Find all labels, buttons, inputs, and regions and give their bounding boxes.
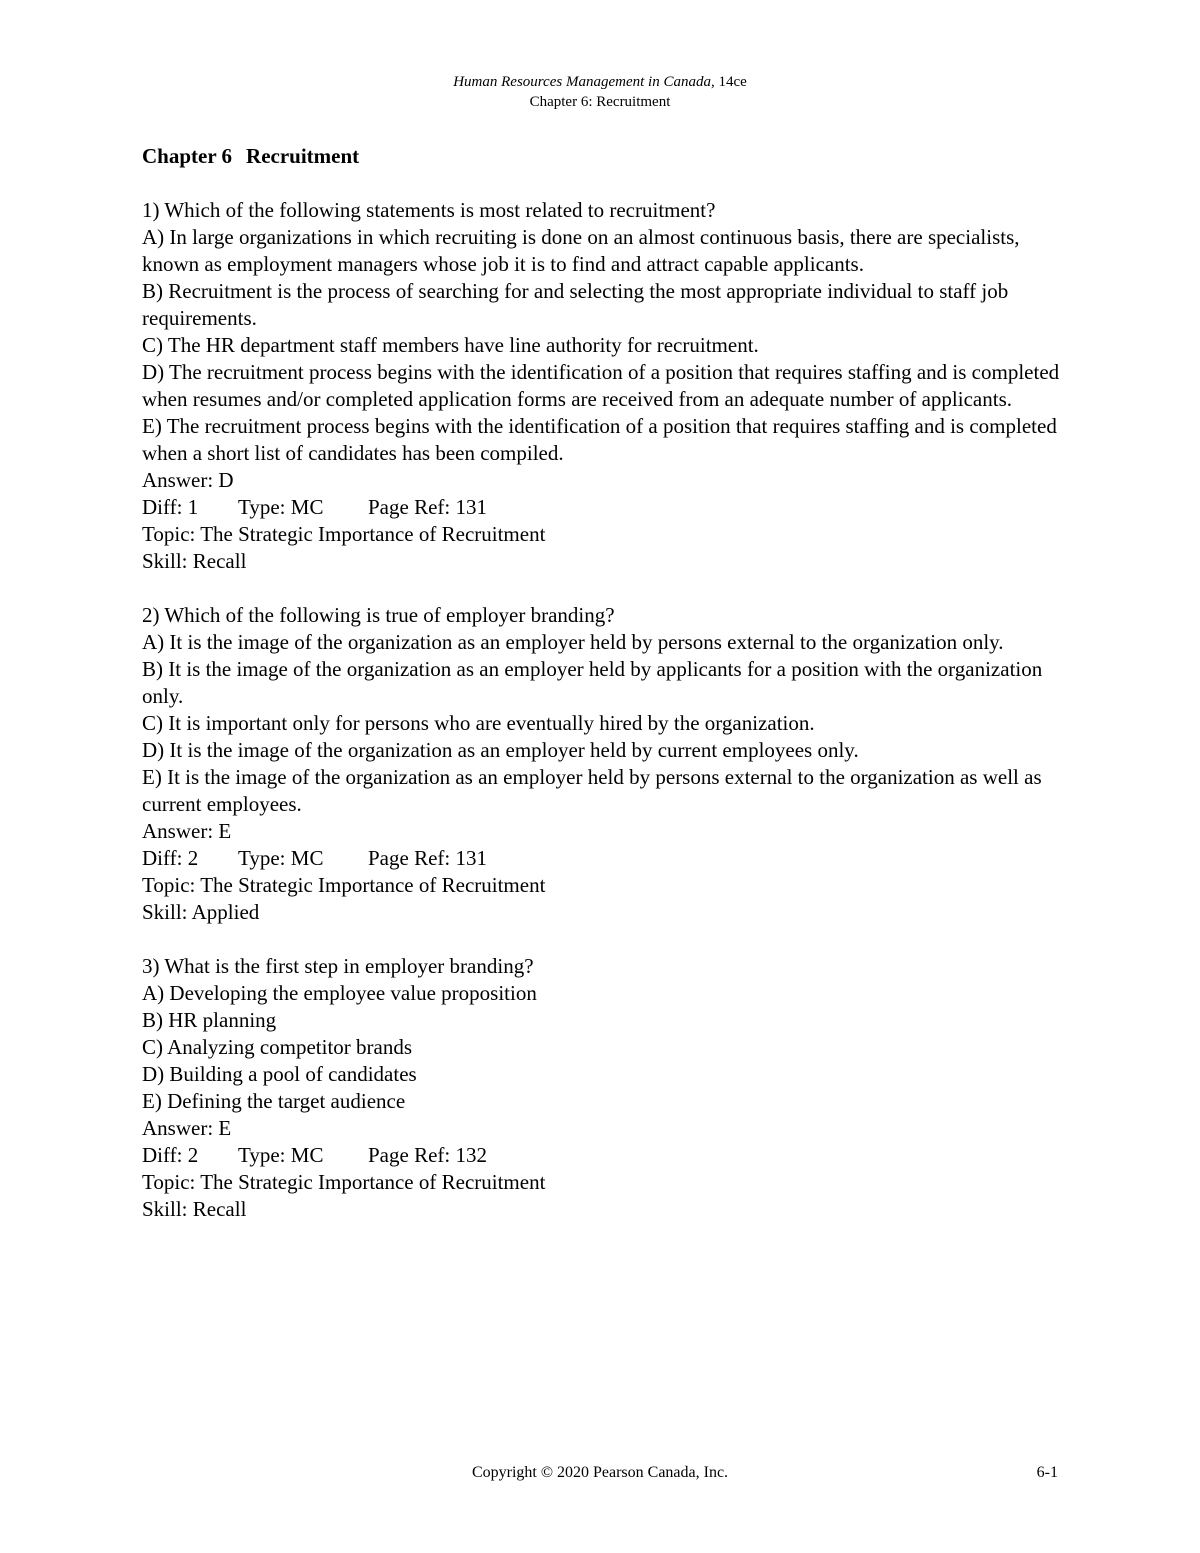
header-chapter-line: Chapter 6: Recruitment bbox=[529, 94, 671, 110]
question-3 bbox=[142, 953, 1072, 1223]
option-a: A) It is the image of the organization as an employer held by persons external to the organization only. bbox=[142, 630, 1004, 654]
answer: Answer: E bbox=[142, 1116, 232, 1140]
option-a: A) In large organizations in which recruiting is done on an almost continuous basis, there are specialists, known as employment managers whose job it is to find and attract capable applicants. bbox=[142, 225, 1020, 276]
option-d: D) It is the image of the organization as an employer held by current employees only. bbox=[142, 738, 859, 762]
question-meta bbox=[142, 845, 1072, 872]
question-type: Type: MC bbox=[238, 1143, 324, 1167]
option-a: A) Developing the employee value proposition bbox=[142, 981, 537, 1005]
chapter-title: Recruitment bbox=[246, 144, 360, 168]
skill: Skill: Recall bbox=[142, 549, 247, 573]
option-e: E) The recruitment process begins with the identification of a position that requires staffing and is completed when a short list of candidates has been compiled. bbox=[142, 414, 1057, 465]
option-b: B) Recruitment is the process of searching for and selecting the most appropriate individual to staff job requirements. bbox=[142, 279, 1009, 330]
question-stem: 3) What is the first step in employer branding? bbox=[142, 954, 534, 978]
option-b: B) HR planning bbox=[142, 1008, 277, 1032]
question-stem: 2) Which of the following is true of employer branding? bbox=[142, 603, 615, 627]
option-e: E) Defining the target audience bbox=[142, 1089, 406, 1113]
question-meta bbox=[142, 1142, 1072, 1169]
difficulty: Diff: 2 bbox=[142, 846, 199, 870]
question-2 bbox=[142, 602, 1072, 926]
option-c: C) Analyzing competitor brands bbox=[142, 1035, 413, 1059]
chapter-heading bbox=[142, 143, 1072, 170]
option-c: C) The HR department staff members have line authority for recruitment. bbox=[142, 333, 759, 357]
header-book-title: Human Resources Management in Canada, bbox=[453, 74, 715, 90]
answer: Answer: D bbox=[142, 468, 234, 492]
question-1 bbox=[142, 197, 1072, 575]
chapter-number: Chapter 6 bbox=[142, 144, 233, 168]
question-type: Type: MC bbox=[238, 495, 324, 519]
page-ref: Page Ref: 131 bbox=[368, 846, 487, 870]
page-number: 6-1 bbox=[1036, 1464, 1058, 1481]
answer: Answer: E bbox=[142, 819, 232, 843]
question-meta bbox=[142, 494, 1072, 521]
option-d: D) The recruitment process begins with the identification of a position that requires staffing and is completed when resumes and/or completed application forms are received from an adequate number of applicants. bbox=[142, 360, 1060, 411]
topic: Topic: The Strategic Importance of Recruitment bbox=[142, 1170, 546, 1194]
page-ref: Page Ref: 132 bbox=[368, 1143, 487, 1167]
option-d: D) Building a pool of candidates bbox=[142, 1062, 417, 1086]
copyright-notice: Copyright © 2020 Pearson Canada, Inc. bbox=[471, 1464, 729, 1481]
running-header bbox=[0, 72, 1200, 112]
question-type: Type: MC bbox=[238, 846, 324, 870]
skill: Skill: Applied bbox=[142, 900, 260, 924]
option-e: E) It is the image of the organization as an employer held by persons external to the organization as well as current employees. bbox=[142, 765, 1042, 816]
page-ref: Page Ref: 131 bbox=[368, 495, 487, 519]
skill: Skill: Recall bbox=[142, 1197, 247, 1221]
main-content bbox=[142, 143, 1072, 1250]
question-stem: 1) Which of the following statements is most related to recruitment? bbox=[142, 198, 716, 222]
difficulty: Diff: 1 bbox=[142, 495, 199, 519]
header-title-line bbox=[0, 72, 1200, 92]
option-c: C) It is important only for persons who are eventually hired by the organization. bbox=[142, 711, 815, 735]
header-edition: 14ce bbox=[714, 74, 747, 90]
topic: Topic: The Strategic Importance of Recruitment bbox=[142, 522, 546, 546]
option-b: B) It is the image of the organization as an employer held by applicants for a position with the organization only. bbox=[142, 657, 1043, 708]
topic: Topic: The Strategic Importance of Recruitment bbox=[142, 873, 546, 897]
difficulty: Diff: 2 bbox=[142, 1143, 199, 1167]
